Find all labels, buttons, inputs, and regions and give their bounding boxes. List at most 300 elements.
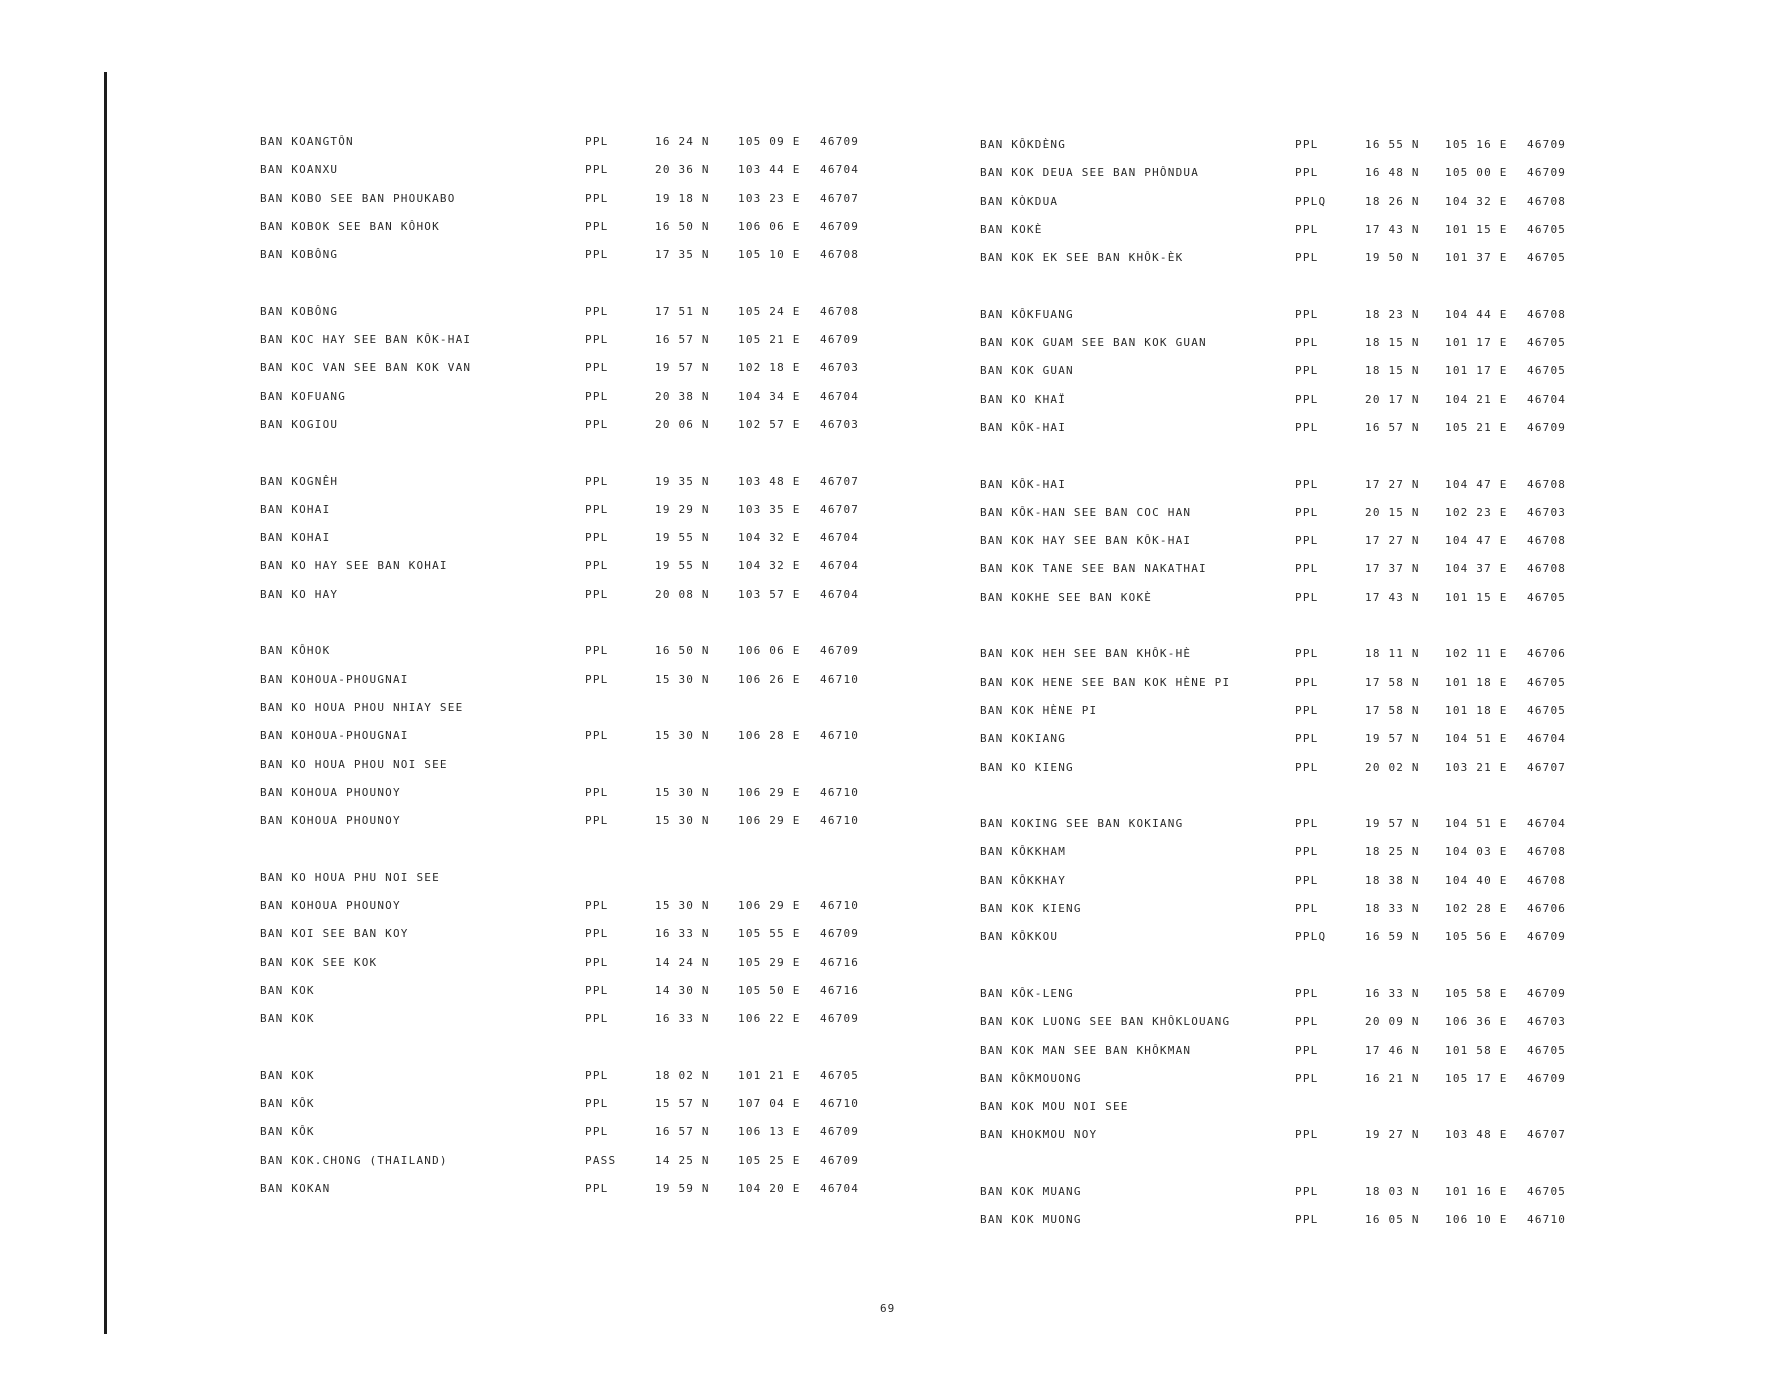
feature-code: PPL [585,644,609,658]
map-sheet-number: 46705 [1527,590,1567,604]
latitude: 19 50 N [1365,251,1420,265]
longitude: 104 32 E [1445,194,1508,208]
longitude: 105 17 E [1445,1071,1508,1085]
longitude: 104 47 E [1445,534,1508,548]
latitude: 19 29 N [655,502,710,516]
map-sheet-number: 46710 [820,672,860,686]
place-name: BAN KOKHE SEE BAN KOKÈ [980,590,1153,604]
feature-code: PPL [585,502,609,516]
place-name: BAN KOK MUANG [980,1184,1082,1198]
place-name: BAN KOANGTÔN [260,135,354,148]
place-name: BAN KOK HEH SEE BAN KHÔK-HÈ [980,647,1192,661]
place-name: BAN KOK DEUA SEE BAN PHÔNDUA [980,166,1200,180]
place-name: BAN KÒKDUA [980,194,1059,208]
feature-code: PPL [585,219,609,233]
longitude: 102 28 E [1445,902,1508,916]
latitude: 17 46 N [1365,1043,1420,1057]
feature-code: PPL [585,1012,609,1026]
longitude: 106 22 E [738,1012,801,1026]
map-sheet-number: 46707 [820,191,860,205]
feature-code: PPL [585,927,609,941]
feature-code: PPL [1295,902,1319,916]
feature-code: PPL [585,785,609,799]
longitude: 102 18 E [738,361,801,375]
latitude: 16 57 N [655,1125,710,1139]
longitude: 106 29 E [738,814,801,828]
place-name: BAN KO KHAÏ [980,392,1067,406]
latitude: 19 55 N [655,531,710,545]
longitude: 102 57 E [738,417,801,431]
feature-code: PPL [1295,166,1319,180]
feature-code: PPL [1295,138,1319,151]
longitude: 106 36 E [1445,1015,1508,1029]
longitude: 105 09 E [738,135,801,148]
latitude: 17 58 N [1365,703,1420,717]
place-name: BAN KÔKKHAY [980,873,1067,887]
map-sheet-number: 46705 [1527,251,1567,265]
place-name: BAN KÔK-LENG [980,986,1074,1000]
latitude: 16 21 N [1365,1071,1420,1085]
map-sheet-number: 46708 [1527,873,1567,887]
place-name: BAN KÔK [260,1097,315,1111]
place-name: BAN KOANXU [260,163,339,177]
map-sheet-number: 46704 [820,531,860,545]
place-name: BAN KÔKFUANG [980,307,1074,321]
latitude: 17 43 N [1365,222,1420,236]
map-sheet-number: 46708 [1527,477,1567,491]
map-sheet-number: 46705 [1527,336,1567,350]
place-name: BAN KOKING SEE BAN KOKIANG [980,817,1184,831]
place-name: BAN KÔHOK [260,644,331,658]
place-name: BAN KOK.CHONG (THAILAND) [260,1153,448,1167]
place-name: BAN KOFUANG [260,389,347,403]
latitude: 17 35 N [655,248,710,262]
map-sheet-number: 46705 [1527,675,1567,689]
map-sheet-number: 46703 [820,417,860,431]
latitude: 14 25 N [655,1153,710,1167]
feature-code: PPL [1295,703,1319,717]
feature-code: PPL [585,729,609,743]
map-sheet-number: 46709 [820,333,860,347]
latitude: 16 33 N [655,927,710,941]
place-name: BAN KOKAN [260,1181,331,1195]
feature-code: PPL [585,587,609,601]
place-name: BAN KOK GUAM SEE BAN KOK GUAN [980,336,1207,350]
map-sheet-number: 46704 [820,1181,860,1195]
latitude: 15 30 N [655,729,710,743]
latitude: 16 59 N [1365,930,1420,944]
place-name: BAN KÔKDÈNG [980,138,1067,151]
map-sheet-number: 46709 [820,219,860,233]
longitude: 104 37 E [1445,562,1508,576]
page-number: 69 [880,1302,896,1315]
place-name: BAN KOK LUONG SEE BAN KHÔKLOUANG [980,1015,1231,1029]
place-name: BAN KO HOUA PHOU NOI SEE [260,757,448,771]
place-name: BAN KOK MAN SEE BAN KHÔKMAN [980,1043,1192,1057]
latitude: 18 26 N [1365,194,1420,208]
latitude: 20 06 N [655,417,710,431]
feature-code: PPL [1295,760,1319,774]
feature-code: PPL [1295,307,1319,321]
longitude: 104 40 E [1445,873,1508,887]
map-sheet-number: 46706 [1527,902,1567,916]
latitude: 18 38 N [1365,873,1420,887]
feature-code: PPL [1295,1128,1319,1142]
longitude: 105 29 E [738,955,801,969]
longitude: 105 55 E [738,927,801,941]
latitude: 20 36 N [655,163,710,177]
longitude: 105 56 E [1445,930,1508,944]
longitude: 106 13 E [738,1125,801,1139]
place-name: BAN KOK MUONG [980,1213,1082,1227]
feature-code: PPL [585,333,609,347]
map-sheet-number: 46708 [820,304,860,318]
longitude: 101 17 E [1445,336,1508,350]
feature-code: PPL [1295,1213,1319,1227]
longitude: 104 21 E [1445,392,1508,406]
place-name: BAN KOHOUA PHOUNOY [260,785,401,799]
longitude: 101 18 E [1445,675,1508,689]
longitude: 102 11 E [1445,647,1508,661]
place-name: BAN KOK [260,1068,315,1082]
map-sheet-number: 46704 [820,389,860,403]
map-sheet-number: 46707 [820,474,860,488]
map-sheet-number: 46704 [1527,392,1567,406]
feature-code: PPL [585,191,609,205]
longitude: 105 58 E [1445,986,1508,1000]
map-sheet-number: 46708 [1527,845,1567,859]
feature-code: PPLQ [1295,194,1327,208]
longitude: 104 51 E [1445,817,1508,831]
map-sheet-number: 46710 [820,1097,860,1111]
place-name: BAN KÔKKOU [980,930,1059,944]
longitude: 103 48 E [738,474,801,488]
latitude: 18 15 N [1365,336,1420,350]
feature-code: PPL [585,389,609,403]
map-sheet-number: 46710 [820,729,860,743]
latitude: 16 50 N [655,644,710,658]
map-sheet-number: 46708 [1527,534,1567,548]
feature-code: PPL [1295,505,1319,519]
longitude: 104 03 E [1445,845,1508,859]
place-name: BAN KOI SEE BAN KOY [260,927,409,941]
feature-code: PPL [1295,477,1319,491]
latitude: 19 27 N [1365,1128,1420,1142]
feature-code: PPL [1295,1184,1319,1198]
map-sheet-number: 46710 [820,899,860,913]
latitude: 17 58 N [1365,675,1420,689]
feature-code: PPL [1295,675,1319,689]
longitude: 107 04 E [738,1097,801,1111]
longitude: 104 51 E [1445,732,1508,746]
longitude: 104 32 E [738,531,801,545]
longitude: 103 35 E [738,502,801,516]
map-sheet-number: 46709 [1527,420,1567,434]
map-sheet-number: 46704 [1527,732,1567,746]
place-name: BAN KOK EK SEE BAN KHÔK-ÈK [980,251,1184,265]
map-sheet-number: 46704 [1527,817,1567,831]
latitude: 20 15 N [1365,505,1420,519]
longitude: 104 34 E [738,389,801,403]
place-name: BAN KHOKMOU NOY [980,1128,1098,1142]
longitude: 103 44 E [738,163,801,177]
latitude: 15 30 N [655,899,710,913]
longitude: 106 28 E [738,729,801,743]
longitude: 106 06 E [738,219,801,233]
longitude: 101 16 E [1445,1184,1508,1198]
map-sheet-number: 46716 [820,983,860,997]
longitude: 105 10 E [738,248,801,262]
place-name: BAN KOGNÊH [260,474,339,488]
map-sheet-number: 46705 [1527,1184,1567,1198]
longitude: 101 15 E [1445,222,1508,236]
map-sheet-number: 46704 [820,163,860,177]
longitude: 105 25 E [738,1153,801,1167]
place-name: BAN KOK MOU NOI SEE [980,1100,1129,1114]
map-sheet-number: 46706 [1527,647,1567,661]
latitude: 16 05 N [1365,1213,1420,1227]
place-name: BAN KOK HAY SEE BAN KÔK-HAI [980,534,1192,548]
latitude: 18 11 N [1365,647,1420,661]
map-sheet-number: 46709 [1527,166,1567,180]
feature-code: PPL [1295,392,1319,406]
map-sheet-number: 46703 [820,361,860,375]
place-name: BAN KO HOUA PHOU NHIAY SEE [260,700,464,714]
longitude: 106 26 E [738,672,801,686]
place-name: BAN KOKÈ [980,222,1043,236]
place-name: BAN KOK [260,983,315,997]
place-name: BAN KÔKKHAM [980,845,1067,859]
place-name: BAN KOK HÈNE PI [980,703,1098,717]
feature-code: PPL [585,1097,609,1111]
place-name: BAN KOK GUAN [980,364,1074,378]
place-name: BAN KOHAI [260,531,331,545]
longitude: 101 58 E [1445,1043,1508,1057]
latitude: 14 30 N [655,983,710,997]
longitude: 101 18 E [1445,703,1508,717]
longitude: 103 23 E [738,191,801,205]
feature-code: PPL [1295,986,1319,1000]
place-name: BAN KÔK [260,1125,315,1139]
left-margin-rule [104,72,107,1334]
feature-code: PPL [585,361,609,375]
place-name: BAN KÔK-HAI [980,420,1067,434]
map-sheet-number: 46704 [820,587,860,601]
latitude: 18 03 N [1365,1184,1420,1198]
feature-code: PPL [585,135,609,148]
place-name: BAN KOHOUA-PHOUGNAI [260,672,409,686]
longitude: 103 57 E [738,587,801,601]
map-sheet-number: 46710 [820,785,860,799]
place-name: BAN KOBOK SEE BAN KÔHOK [260,219,440,233]
latitude: 16 33 N [655,1012,710,1026]
latitude: 18 25 N [1365,845,1420,859]
map-sheet-number: 46710 [1527,1213,1567,1227]
feature-code: PPL [585,248,609,262]
latitude: 20 08 N [655,587,710,601]
feature-code: PPL [585,1181,609,1195]
longitude: 105 16 E [1445,138,1508,151]
latitude: 16 55 N [1365,138,1420,151]
map-sheet-number: 46703 [1527,505,1567,519]
latitude: 20 17 N [1365,392,1420,406]
latitude: 18 15 N [1365,364,1420,378]
feature-code: PPL [1295,1043,1319,1057]
longitude: 101 21 E [738,1068,801,1082]
feature-code: PPL [585,1125,609,1139]
longitude: 106 06 E [738,644,801,658]
latitude: 17 51 N [655,304,710,318]
longitude: 105 21 E [738,333,801,347]
place-name: BAN KOK HENE SEE BAN KOK HÈNE PI [980,675,1231,689]
latitude: 15 30 N [655,814,710,828]
map-sheet-number: 46709 [1527,930,1567,944]
place-name: BAN KOK SEE KOK [260,955,378,969]
latitude: 19 18 N [655,191,710,205]
place-name: BAN KOK KIENG [980,902,1082,916]
map-sheet-number: 46709 [820,927,860,941]
map-sheet-number: 46709 [820,1125,860,1139]
latitude: 18 33 N [1365,902,1420,916]
place-name: BAN KOC VAN SEE BAN KOK VAN [260,361,472,375]
longitude: 105 21 E [1445,420,1508,434]
feature-code: PPL [1295,534,1319,548]
feature-code: PPL [585,814,609,828]
map-sheet-number: 46710 [820,814,860,828]
place-name: BAN KO HOUA PHU NOI SEE [260,870,440,884]
feature-code: PPL [585,955,609,969]
latitude: 20 09 N [1365,1015,1420,1029]
place-name: BAN KOGIOU [260,417,339,431]
longitude: 106 29 E [738,785,801,799]
feature-code: PPL [585,983,609,997]
latitude: 16 33 N [1365,986,1420,1000]
feature-code: PPLQ [1295,930,1327,944]
latitude: 17 37 N [1365,562,1420,576]
longitude: 104 47 E [1445,477,1508,491]
latitude: 16 50 N [655,219,710,233]
feature-code: PPL [1295,222,1319,236]
feature-code: PPL [1295,647,1319,661]
map-sheet-number: 46709 [820,1153,860,1167]
place-name: BAN KOHAI [260,502,331,516]
feature-code: PPL [1295,873,1319,887]
latitude: 19 55 N [655,559,710,573]
longitude: 106 10 E [1445,1213,1508,1227]
map-sheet-number: 46705 [1527,1043,1567,1057]
map-sheet-number: 46709 [820,1012,860,1026]
latitude: 16 24 N [655,135,710,148]
map-sheet-number: 46705 [1527,364,1567,378]
feature-code: PPL [1295,562,1319,576]
longitude: 103 21 E [1445,760,1508,774]
latitude: 19 35 N [655,474,710,488]
longitude: 105 50 E [738,983,801,997]
latitude: 14 24 N [655,955,710,969]
latitude: 19 57 N [1365,732,1420,746]
map-sheet-number: 46705 [820,1068,860,1082]
map-sheet-number: 46709 [820,644,860,658]
map-sheet-number: 46709 [1527,986,1567,1000]
feature-code: PPL [585,559,609,573]
map-sheet-number: 46709 [1527,138,1567,151]
longitude: 104 20 E [738,1181,801,1195]
feature-code: PPL [1295,364,1319,378]
longitude: 104 44 E [1445,307,1508,321]
place-name: BAN KO HAY SEE BAN KOHAI [260,559,448,573]
feature-code: PPL [1295,590,1319,604]
place-name: BAN KOBÔNG [260,248,339,262]
feature-code: PPL [1295,1015,1319,1029]
latitude: 16 57 N [1365,420,1420,434]
map-sheet-number: 46705 [1527,222,1567,236]
place-name: BAN KO HAY [260,587,339,601]
map-sheet-number: 46708 [820,248,860,262]
map-sheet-number: 46708 [1527,194,1567,208]
latitude: 17 43 N [1365,590,1420,604]
longitude: 101 17 E [1445,364,1508,378]
place-name: BAN KOHOUA PHOUNOY [260,899,401,913]
map-sheet-number: 46705 [1527,703,1567,717]
feature-code: PPL [1295,251,1319,265]
longitude: 102 23 E [1445,505,1508,519]
longitude: 101 15 E [1445,590,1508,604]
latitude: 16 48 N [1365,166,1420,180]
map-sheet-number: 46704 [820,559,860,573]
place-name: BAN KOBÔNG [260,304,339,318]
place-name: BAN KOK [260,1012,315,1026]
place-name: BAN KOKIANG [980,732,1067,746]
feature-code: PPL [585,163,609,177]
feature-code: PPL [585,899,609,913]
feature-code: PASS [585,1153,617,1167]
feature-code: PPL [585,304,609,318]
feature-code: PPL [1295,336,1319,350]
place-name: BAN KOBO SEE BAN PHOUKABO [260,191,456,205]
longitude: 105 24 E [738,304,801,318]
latitude: 17 27 N [1365,534,1420,548]
latitude: 15 30 N [655,672,710,686]
map-sheet-number: 46709 [820,135,860,148]
feature-code: PPL [1295,817,1319,831]
feature-code: PPL [1295,420,1319,434]
feature-code: PPL [585,1068,609,1082]
latitude: 17 27 N [1365,477,1420,491]
latitude: 18 23 N [1365,307,1420,321]
map-sheet-number: 46708 [1527,562,1567,576]
place-name: BAN KÔKMOUONG [980,1071,1082,1085]
latitude: 20 02 N [1365,760,1420,774]
latitude: 18 02 N [655,1068,710,1082]
feature-code: PPL [1295,732,1319,746]
latitude: 19 57 N [1365,817,1420,831]
map-sheet-number: 46709 [1527,1071,1567,1085]
map-sheet-number: 46716 [820,955,860,969]
map-sheet-number: 46707 [1527,1128,1567,1142]
latitude: 19 57 N [655,361,710,375]
place-name: BAN KÔK-HAN SEE BAN COC HAN [980,505,1192,519]
map-sheet-number: 46707 [820,502,860,516]
longitude: 101 37 E [1445,251,1508,265]
feature-code: PPL [585,417,609,431]
map-sheet-number: 46708 [1527,307,1567,321]
feature-code: PPL [585,531,609,545]
place-name: BAN KOK TANE SEE BAN NAKATHAI [980,562,1207,576]
map-sheet-number: 46707 [1527,760,1567,774]
longitude: 103 48 E [1445,1128,1508,1142]
place-name: BAN KO KIENG [980,760,1074,774]
map-sheet-number: 46703 [1527,1015,1567,1029]
